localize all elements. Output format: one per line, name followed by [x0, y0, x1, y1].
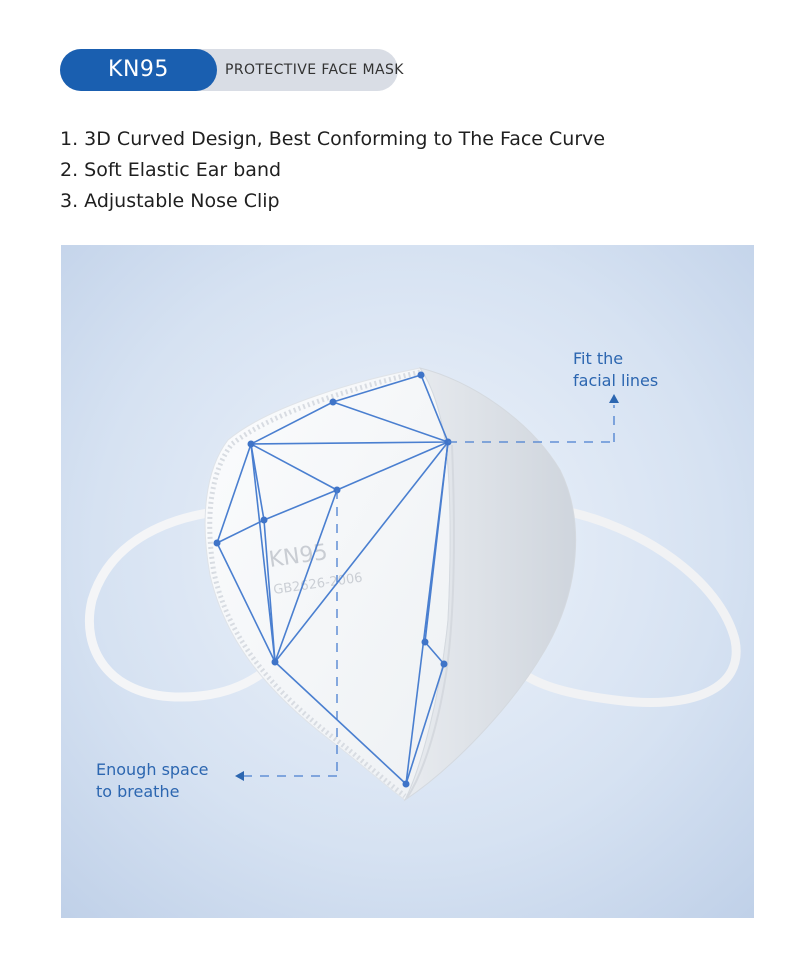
feature-list: [60, 124, 605, 217]
mask-print-kn95: KN95: [267, 539, 330, 573]
callout-breathing-space: [96, 759, 209, 803]
callout-line: Enough space: [96, 760, 209, 779]
feature-item: 3. Adjustable Nose Clip: [60, 190, 280, 212]
callout-line: to breathe: [96, 782, 180, 801]
feature-item: 2. Soft Elastic Ear band: [60, 159, 282, 181]
title-pill: [60, 49, 404, 91]
callout-line: Fit the: [573, 349, 624, 368]
mask-illustration: [61, 245, 754, 918]
kn95-badge: KN95: [60, 49, 217, 91]
callout-line: facial lines: [573, 371, 659, 390]
callout-fit-facial-lines: [573, 348, 658, 392]
feature-item: 1. 3D Curved Design, Best Conforming to The Face Curve: [60, 128, 606, 150]
product-image-panel: [61, 245, 754, 918]
mask-print-standard: GB2626-2006: [272, 570, 364, 598]
title-subtitle: PROTECTIVE FACE MASK: [225, 62, 404, 78]
